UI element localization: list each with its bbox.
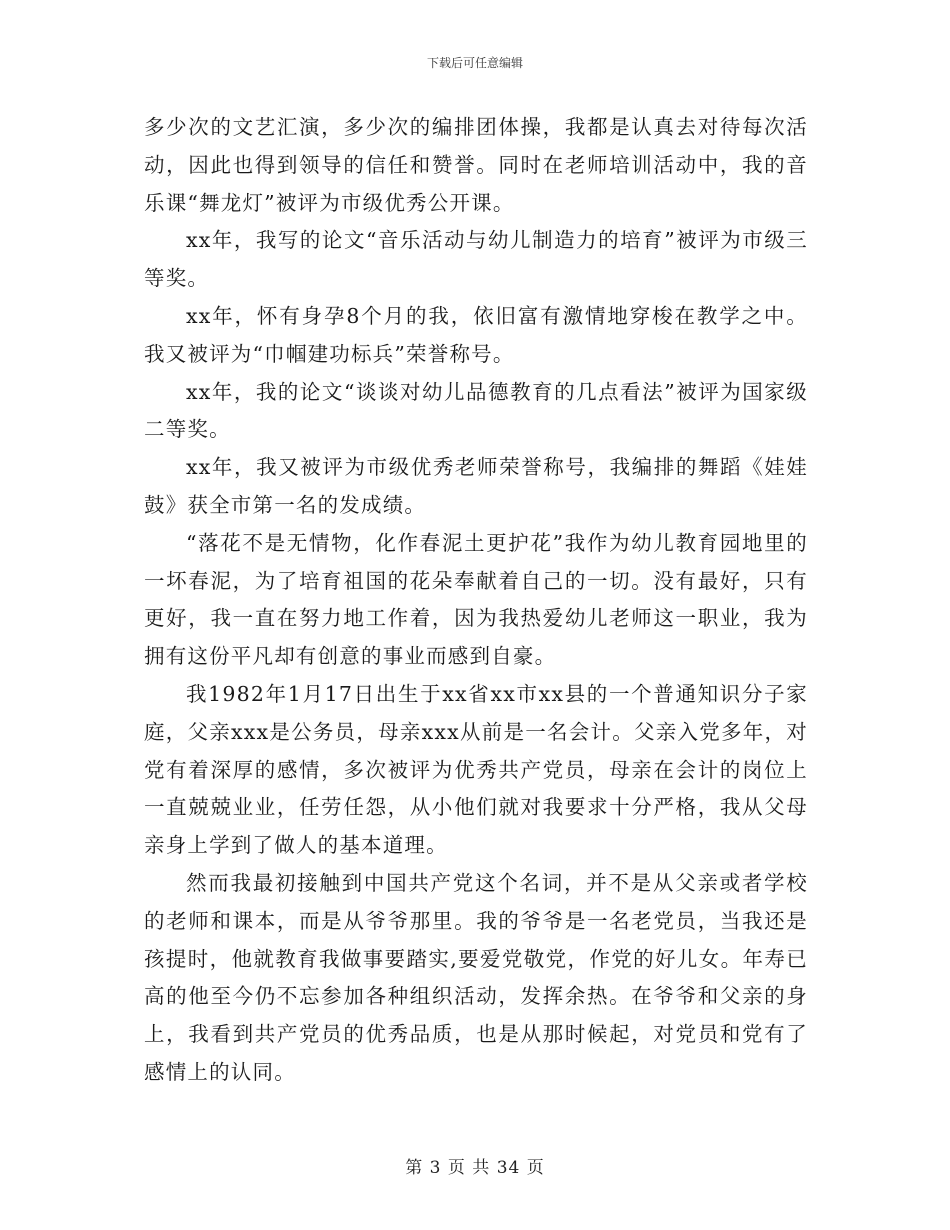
paragraph-6: “落花不是无情物，化作春泥土更护花”我作为幼儿教育园地里的一坏春泥，为了培育祖国的花朵奉献着自己的一切。没有最好，只有更好，我一直在努力地工作着，因为我热爱幼儿老师这一职业，我为拥有这份平凡却有创意的事业而感到自豪。 (144, 530, 808, 669)
paragraph-4: xx年，我的论文“谈谈对幼儿品德教育的几点看法”被评为国家级二等奖。 (144, 379, 808, 442)
page-footer: 第 3 页 共 34 页 (405, 1158, 545, 1178)
page-header: 下载后可任意编辑 (426, 56, 523, 70)
paragraph-2: xx年，我写的论文“音乐活动与幼儿制造力的培育”被评为市级三等奖。 (144, 228, 808, 291)
paragraph-5: xx年，我又被评为市级优秀老师荣誉称号，我编排的舞蹈《娃娃鼓》获全市第一名的发成绩。 (144, 455, 808, 517)
paragraph-8: 然而我最初接触到中国共产党这个名词，并不是从父亲或者学校的老师和课本，而是从爷爷那里。我的爷爷是一名老党员，当我还是孩提时，他就教育我做事要踏实,要爱党敬党，作党的好儿女。年寿已高的他至今仍不忘参加各种组织活动，发挥余热。在爷爷和父亲的身上，我看到共产党员的优秀品质，也是从那时候起，对党员和党有了感情上的认同。 (144, 870, 808, 1084)
paragraph-3: xx年，怀有身孕8个月的我，依旧富有激情地穿梭在教学之中。我又被评为“巾帼建功标兵”荣誉称号。 (144, 303, 808, 366)
paragraph-7: 我1982年1月17日出生于xx省xx市xx县的一个普通知识分子家庭，父亲xxx是公务员，母亲xxx从前是一名会计。父亲入党多年，对党有着深厚的感情，多次被评为优秀共产党员，母亲在会计的岗位上一直兢兢业业，任劳任怨，从小他们就对我要求十分严格，我从父母亲身上学到了做人的基本道理。 (144, 681, 808, 858)
paragraph-1: 多少次的文艺汇演，多少次的编排团体操，我都是认真去对待每次活动，因此也得到领导的信任和赞誉。同时在老师培训活动中，我的音乐课“舞龙灯”被评为市级优秀公开课。 (144, 115, 808, 215)
document-body (144, 109, 808, 1092)
